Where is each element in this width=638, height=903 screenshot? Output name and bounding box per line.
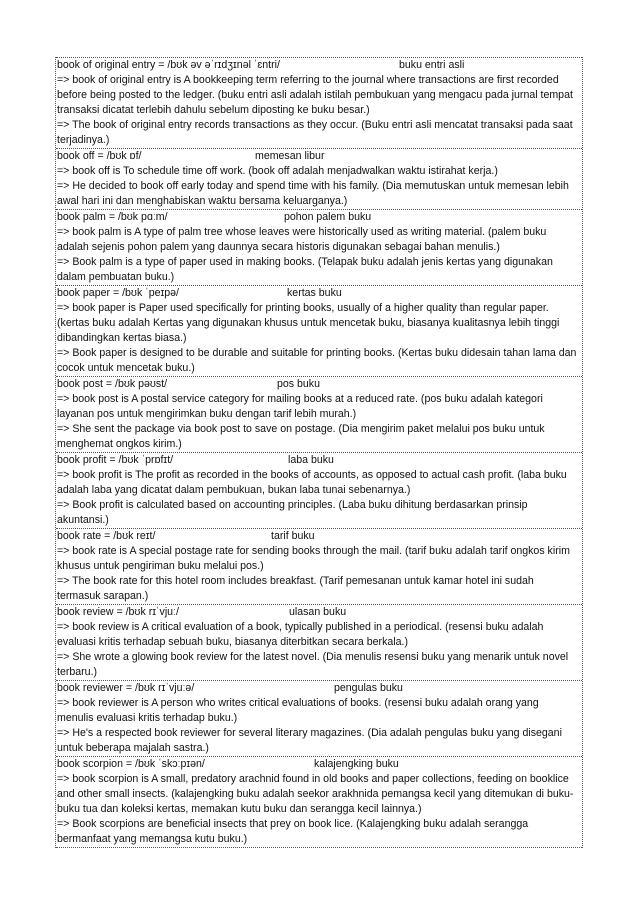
- entry-book-post: [56, 376, 582, 452]
- entry-headline: [56, 286, 582, 301]
- entry-headline: [56, 453, 582, 468]
- entry-example: => Book palm is a type of paper used in making books. (Telapak buku adalah jenis kertas yang digunakan dalam pembuatan buku.): [57, 256, 553, 283]
- entry-definition: => book off is To schedule time off work. (book off adalah menjadwalkan waktu istirahat kerja.): [57, 165, 498, 177]
- entry-headline: [56, 529, 582, 544]
- entry-translation: memesan libur: [255, 150, 325, 162]
- entry-book-review: [56, 604, 582, 680]
- entry-term: book of original entry = /bʊk əv əˈrɪdʒɪnəl ˈɛntri/: [57, 59, 280, 71]
- entry-example: => He's a respected book reviewer for several literary magazines. (Dia adalah pengulas buku yang disegani untuk beberapa majalah sastra.): [57, 727, 562, 754]
- entry-term: book scorpion = /bʊk ˈskɔːpɪən/: [57, 758, 205, 770]
- entry-definition: => book post is A postal service category for mailing books at a reduced rate. (pos buku adalah kategori layanan pos untuk mengirimkan buku dengan tarif lebih murah.): [57, 393, 543, 420]
- entry-translation: ulasan buku: [289, 606, 347, 618]
- entry-translation: tarif buku: [271, 530, 315, 542]
- entry-example: => Book profit is calculated based on accounting principles. (Laba buku dihitung berdasarkan prinsip akuntansi.): [57, 499, 528, 526]
- entry-definition: => book of original entry is A bookkeeping term referring to the journal where transactions are first recorded before being posted to the ledger. (buku entri asli adalah istilah pembukuan yang mengacu pada jurnal tempat transaksi dicatat terlebih dahulu sebelum diposting ke buku besar.): [57, 74, 573, 116]
- entry-term: book post = /bʊk pəʊst/: [57, 378, 168, 390]
- entry-headline: [56, 210, 582, 225]
- entry-book-off: [56, 148, 582, 209]
- entry-definition: => book paper is Paper used specifically for printing books, usually of a higher quality than regular paper. (kertas buku adalah Kertas yang digunakan khusus untuk mencetak buku, biasanya kualitasnya lebih tinggi dibandingkan kertas biasa.): [57, 302, 560, 344]
- entry-translation: laba buku: [288, 454, 334, 466]
- entry-headline: [56, 149, 582, 164]
- entry-example: => Book scorpions are beneficial insects that prey on book lice. (Kalajengking buku adalah serangga bermanfaat yang memangsa kutu buku.): [57, 818, 529, 845]
- entry-headline: [56, 681, 582, 696]
- entry-book-profit: [56, 452, 582, 528]
- entry-book-scorpion: [56, 756, 582, 848]
- entry-definition: => book review is A critical evaluation of a book, typically published in a periodical. (resensi buku adalah evaluasi kritis terhadap sebuah buku, biasanya diterbitkan secara berkala.): [57, 621, 544, 648]
- entry-term: book palm = /bʊk pɑːm/: [57, 211, 168, 223]
- entry-translation: pengulas buku: [334, 682, 403, 694]
- entry-term: book paper = /bʊk ˈpeɪpə/: [57, 287, 179, 299]
- entry-headline: [56, 377, 582, 392]
- entry-book-rate: [56, 528, 582, 604]
- entry-example: => The book rate for this hotel room includes breakfast. (Tarif pemesanan untuk kamar hotel ini sudah termasuk sarapan.): [57, 575, 534, 602]
- entry-book-reviewer: [56, 680, 582, 756]
- entry-definition: => book scorpion is A small, predatory arachnid found in old books and paper collections, feeding on booklice and other small insects. (kalajengking buku adalah seekor arakhnida pemangsa kecil yang ditemukan di buku-buku tua dan koleksi kertas, memakan kutu buku dan serangga kecil lainnya.): [57, 773, 574, 815]
- entry-term: book reviewer = /bʊk rɪˈvjuːə/: [57, 682, 195, 694]
- entry-book-palm: [56, 209, 582, 285]
- vocabulary-table: [55, 57, 583, 848]
- entry-term: book profit = /bʊk ˈprɒfɪt/: [57, 454, 174, 466]
- entry-example: => The book of original entry records transactions as they occur. (Buku entri asli mencatat transaksi pada saat terjadinya.): [57, 119, 573, 146]
- entry-book-paper: [56, 285, 582, 376]
- entry-headline: [56, 605, 582, 620]
- entry-example: => She wrote a glowing book review for the latest novel. (Dia menulis resensi buku yang menarik untuk novel terbaru.): [57, 651, 569, 678]
- entry-translation: pohon palem buku: [284, 211, 372, 223]
- entry-definition: => book rate is A special postage rate for sending books through the mail. (tarif buku adalah tarif ongkos kirim khusus untuk pengiriman buku melalui pos.): [57, 545, 570, 572]
- entry-translation: kertas buku: [287, 287, 342, 299]
- entry-example: => He decided to book off early today and spend time with his family. (Dia memutuskan untuk memesan lebih awal hari ini dan menghabiskan waktu bersama keluarganya.): [57, 180, 569, 207]
- entry-headline: [56, 58, 582, 73]
- entry-term: book off = /bʊk ɒf/: [57, 150, 142, 162]
- entry-definition: => book profit is The profit as recorded in the books of accounts, as opposed to actual cash profit. (laba buku adalah laba yang dicatat dalam pembukuan, bukan laba tunai sebenarnya.): [57, 469, 567, 496]
- entry-translation: pos buku: [277, 378, 320, 390]
- entry-headline: [56, 757, 582, 772]
- entry-term: book rate = /bʊk reɪt/: [57, 530, 156, 542]
- entry-definition: => book palm is A type of palm tree whose leaves were historically used as writing material. (palem buku adalah sejenis pohon palem yang daunnya secara historis digunakan sebagai bahan menulis.): [57, 226, 547, 253]
- entry-translation: buku entri asli: [399, 59, 465, 71]
- entry-definition: => book reviewer is A person who writes critical evaluations of books. (resensi buku adalah orang yang menulis evaluasi kritis terhadap buku.): [57, 697, 539, 724]
- entry-example: => She sent the package via book post to save on postage. (Dia mengirim paket melalui pos buku untuk menghemat ongkos kirim.): [57, 423, 545, 450]
- entry-translation: kalajengking buku: [314, 758, 399, 770]
- entry-example: => Book paper is designed to be durable and suitable for printing books. (Kertas buku didesain tahan lama dan cocok untuk mencetak buku.): [57, 347, 577, 374]
- entry-book-of-original-entry: [56, 57, 582, 148]
- entry-term: book review = /bʊk rɪˈvjuː/: [57, 606, 179, 618]
